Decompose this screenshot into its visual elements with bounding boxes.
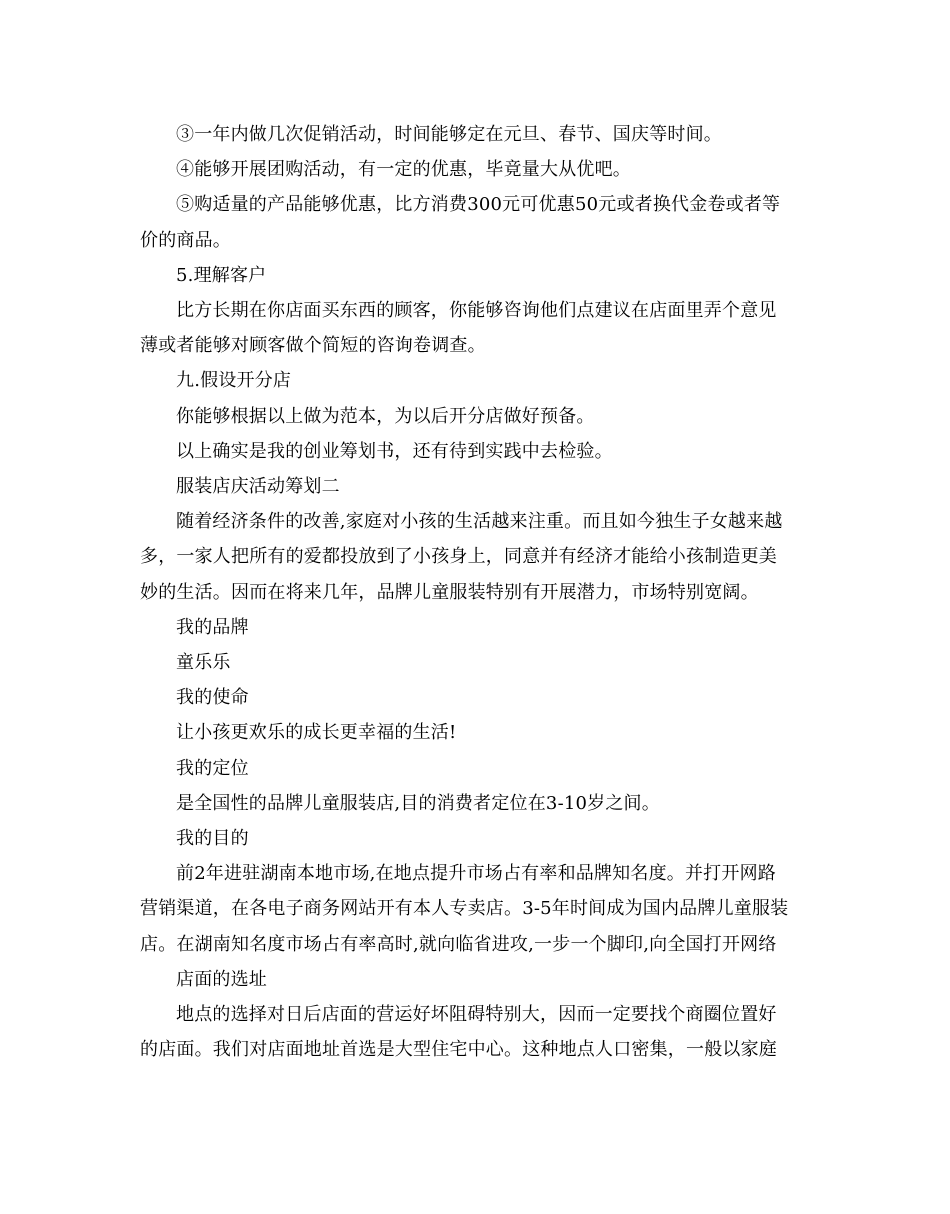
text-line: 是全国性的品牌儿童服装店,目的消费者定位在3-10岁之间。 [176,792,660,814]
text-line: 九.假设开分店 [176,370,292,392]
paragraph [140,152,810,187]
paragraph [140,962,810,997]
paragraph [140,997,810,1067]
paragraph [140,363,810,398]
paragraph [140,187,810,257]
paragraph [140,399,810,434]
text-line: 我的品牌 [176,616,249,638]
text-line: 地点的选择对日后店面的营运好坏阻碍特别大，因而一定要找个商圈位置好 [176,1004,777,1026]
text-line: 比方长期在你店面买东西的顾客，你能够咨询他们点建议在店面里弄个意见 [176,300,777,322]
text-line: 童乐乐 [176,652,231,674]
paragraph [140,680,810,715]
paragraph [140,469,810,504]
paragraph [140,821,810,856]
paragraph [140,610,810,645]
paragraph [140,293,810,363]
text-line: 5.理解客户 [176,264,267,286]
text-line: ③一年内做几次促销活动，时间能够定在元旦、春节、国庆等时间。 [176,124,722,145]
text-line: 你能够根据以上做为范本，为以后开分店做好预备。 [176,405,595,427]
paragraph [140,786,810,821]
text-line: 店。在湖南知名度市场占有率高时,就向临省进攻,一步一个脚印,向全国打开网络 [140,933,777,955]
text-line: 多，一家人把所有的爱都投放到了小孩身上，同意并有经济才能给小孩制造更美 [140,546,777,568]
text-line: 让小孩更欢乐的成长更幸福的生活! [176,722,457,744]
paragraph [140,258,810,293]
text-line: ⑤购适量的产品能够优惠，比方消费300元可优惠50元或者换代金卷或者等 [176,194,781,216]
text-line: 我的定位 [176,757,249,779]
paragraph [140,117,810,152]
document-body [140,117,810,1067]
text-line: 妙的生活。因而在将来几年，品牌儿童服装特别有开展潜力，市场特别宽阔。 [140,581,759,603]
text-line: 价的商品。 [140,229,231,251]
paragraph [140,856,810,962]
paragraph [140,715,810,750]
paragraph [140,434,810,469]
text-line: 我的目的 [176,828,249,850]
text-line: 营销渠道，在各电子商务网站开有本人专卖店。3-5年时间成为国内品牌儿童服装 [140,898,789,920]
text-line: 以上确实是我的创业筹划书，还有待到实践中去检验。 [176,440,613,462]
text-line: 随着经济条件的改善,家庭对小孩的生活越来注重。而且如今独生子女越来越 [176,511,783,533]
text-line: 的店面。我们对店面地址首选是大型住宅中心。这种地点人口密集，一般以家庭 [140,1039,777,1061]
text-line: 我的使命 [176,687,249,709]
text-line: 薄或者能够对顾客做个简短的咨询卷调查。 [140,335,486,357]
paragraph [140,751,810,786]
text-line: 店面的选址 [176,968,267,990]
paragraph [140,504,810,610]
text-line: 前2年进驻湖南本地市场,在地点提升市场占有率和品牌知名度。并打开网路 [176,863,776,885]
paragraph [140,645,810,680]
text-line: ④能够开展团购活动，有一定的优惠，毕竟量大从优吧。 [176,159,631,181]
text-line: 服装店庆活动筹划二 [176,476,340,498]
